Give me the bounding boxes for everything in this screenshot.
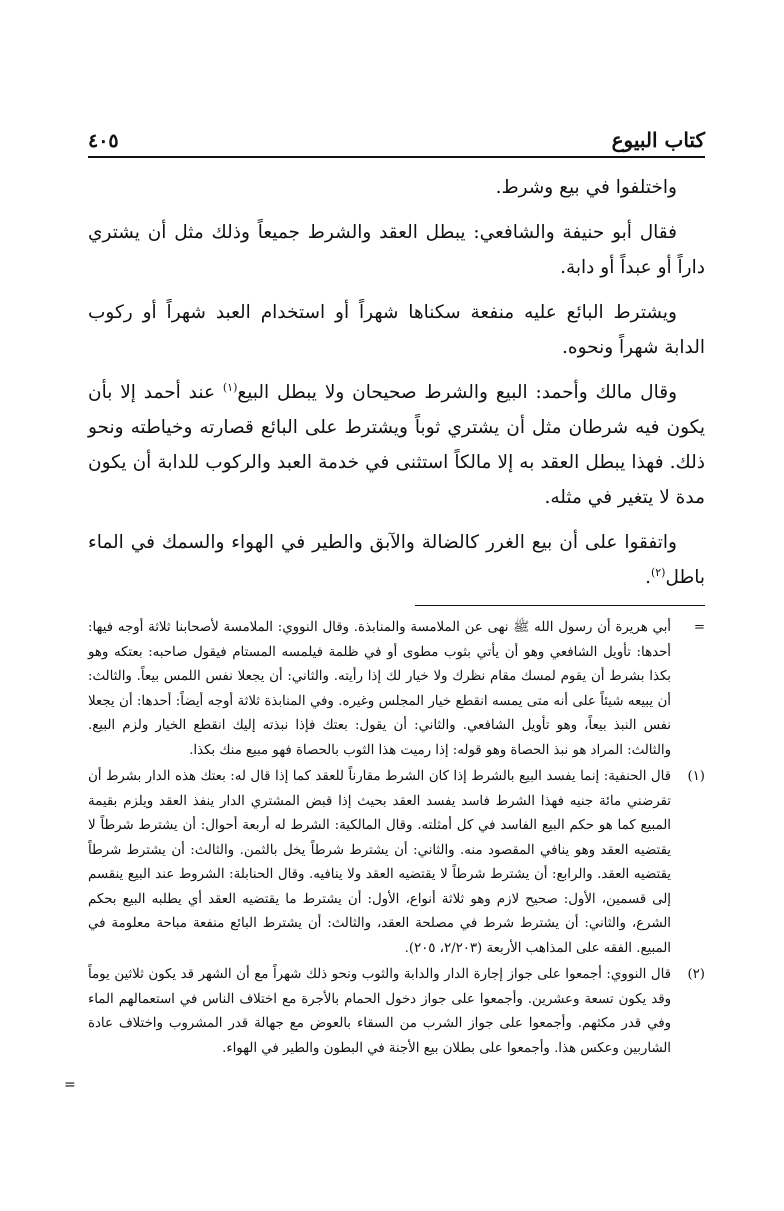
- paragraph: فقال أبو حنيفة والشافعي: يبطل العقد والشرط جميعاً وذلك مثل أن يشتري داراً أو عبداً أو دابة.: [88, 222, 705, 278]
- book-page: [88, 118, 705, 1063]
- paragraph: ويشترط البائع عليه منفعة سكناها شهراً أو استخدام العبد شهراً أو ركوب الدابة شهراً ونحوه.: [88, 302, 705, 358]
- footnote-divider: [415, 605, 705, 606]
- paragraph-text: واتفقوا على أن بيع الغرر كالضالة والآبق والطير في الهواء والسمك في الماء باطل: [88, 532, 705, 588]
- footnote-ref[interactable]: (٢): [650, 565, 666, 579]
- footnote-text: أبي هريرة أن رسول الله ﷺ نهى عن الملامسة والمنابذة. وقال النووي: الملامسة لأصحابنا ثلاثة أوجه فيها: أحدها: تأويل الشافعي وهو أن يأتي بثوب مطوى أو في ظلمة فيلمسه المستام فيقول صاحبه: بعتكه وهو بكذا بشرط أن يقوم لمسك مقام نظرك ولا خيار لك إذا رأيته. والثاني: أن يجعلا نفس اللمس بيعاً. والثالث: أن يبيعه شيئاً على أنه متى يمسه انقطع خيار المجلس وغيره. وفي المنابذة ثلاثة أوجه أيضاً: أحدها: أن يجعلا نفس النبذ بيعاً، وهو تأويل الشافعي. والثاني: أن يقول: بعتك فإذا نبذته إليك انقطع الخيار ولزم البيع. والثالث: المراد هو نبذ الحصاة وهو قوله: إذا رميت هذا الثوب بالحصاة فهو مبيع منك بكذا.: [88, 620, 671, 758]
- paragraph: واختلفوا في بيع وشرط.: [495, 177, 677, 198]
- footnote: [88, 765, 705, 961]
- footnote-text: قال النووي: أجمعوا على جواز إجارة الدار والدابة والثوب ونحو ذلك شهراً مع أن الشهر قد يكون ثلاثين يوماً وقد يكون تسعة وعشرين. وأجمعوا على جواز دخول الحمام بالأجرة مع اختلاف الناس في استعمالهم الماء وفي قدر مكثهم. وأجمعوا على جواز الشرب من السقاء بالعوض مع جهالة قدر المشروب واختلاف عادة الشاربين وعكس هذا. وأجمعوا على بطلان بيع الأجنة في البطون والطير في الهواء.: [88, 967, 671, 1056]
- footnote-ref[interactable]: (١): [222, 380, 238, 394]
- continuation-marker: =: [64, 1077, 76, 1093]
- main-text: [88, 170, 705, 595]
- footnote-text: قال الحنفية: إنما يفسد البيع بالشرط إذا كان الشرط مقارناً للعقد كما إذا قال له: بعتك هذه الدار بشرط أن تقرضني مائة جنيه فهذا الشرط فاسد يفسد العقد بحيث إذا قبض المشتري الدار ينفذ العقد ويلزم بقيمة المبيع كما هو حكم البيع الفاسد في كل أمثلته. وقال المالكية: الشرط له أربعة أحوال: أن يشترط شرطاً لا يقتضيه العقد وهو ينافي المقصود منه. والثاني: أن يشترط شرطاً يخل بالثمن. والثالث: أن يشترط شرطاً يقتضيه العقد. والرابع: أن يشترط شرطاً لا يقتضيه العقد ولا ينافيه. وقال الحنابلة: الشروط عند البيع ينقسم إلى قسمين، الأول: صحيح لازم وهو ثلاثة أنواع، الأول: أن يشترط ما يقتضيه العقد أي يطلبه البيع بحكم الشرع، والثاني: أن يشترط شرط في مصلحة العقد، والثالث: أن يشترط البائع منفعة مباحة معلومة في المبيع. الفقه على المذاهب الأربعة (٢/٢٠٣، ٢٠٥).: [88, 769, 671, 956]
- footnotes: [88, 616, 705, 1061]
- footnote-marker: =: [693, 620, 705, 635]
- page-number: ٤٠٥: [88, 130, 119, 152]
- footnote: [88, 616, 705, 763]
- footnote: [88, 963, 705, 1061]
- running-header: [88, 118, 705, 158]
- paragraph-text: عند أحمد إلا بأن يكون فيه شرطان مثل أن يشتري ثوباً ويشترط على البائع قصارته وخياطته ونحو ذلك. فهذا يبطل العقد به إلا مالكاً استثنى في خدمة العبد والركوب للدابة أن يكون مدة لا يتغير في مثله.: [88, 382, 705, 508]
- paragraph-text: .: [645, 567, 651, 588]
- chapter-title: كتاب البيوع: [611, 128, 705, 152]
- footnote-marker: (١): [687, 769, 705, 784]
- paragraph: [88, 375, 705, 515]
- paragraph: [88, 525, 705, 595]
- footnote-marker: (٢): [687, 967, 705, 982]
- paragraph-text: وقال مالك وأحمد: البيع والشرط صحيحان ولا يبطل البيع: [237, 382, 678, 403]
